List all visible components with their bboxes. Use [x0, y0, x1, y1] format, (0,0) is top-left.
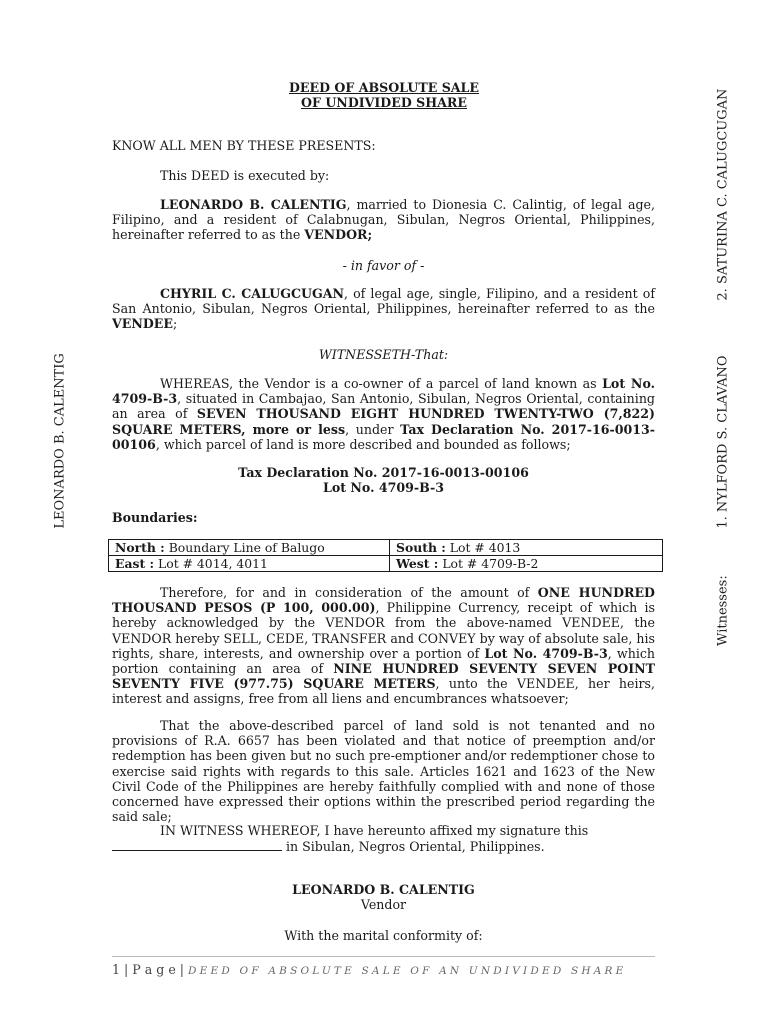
boundaries-table — [108, 539, 663, 572]
document-title-line-2: OF UNDIVIDED SHARE — [301, 95, 467, 110]
signatory-role: Vendor — [360, 897, 407, 912]
footer-document-title: DEED OF ABSOLUTE SALE OF AN UNDIVIDED SHARE — [188, 965, 627, 977]
whereas-paragraph: WHEREAS, the Vendor is a co-owner of a parcel of land known as Lot No. 4709-B-3, situated in Cambajao, San Antonio, Sibulan, Negros Oriental, containing an area of SEVEN THOUSAND EIGHT HUNDRED TWENTY-TWO (7,822) SQUARE METERS, more or less, under Tax Declaration No. 2017-16-0013-00106, which parcel of land is more described and bounded as follows; — [112, 376, 656, 452]
know-all-men: KNOW ALL MEN BY THESE PRESENTS: — [112, 138, 376, 153]
right-margin-witness-2: 2. SATURINA C. CALUGCUGAN — [715, 88, 731, 301]
in-favor-of: - in favor of - — [342, 258, 425, 273]
page-number: 1 — [112, 962, 121, 977]
south-cell: South : Lot # 4013 — [390, 540, 663, 556]
tax-declaration-heading: Tax Declaration No. 2017-16-0013-00106 — [238, 465, 529, 480]
boundaries-label: Boundaries: — [112, 510, 198, 525]
witnesseth: WITNESSETH-That: — [318, 347, 449, 362]
footer-rule — [112, 956, 655, 957]
vendor-name: LEONARDO B. CALENTIG — [160, 197, 347, 212]
table-row — [109, 556, 663, 572]
document-title-line-1: DEED OF ABSOLUTE SALE — [288, 80, 480, 95]
signatory-name: LEONARDO B. CALENTIG — [292, 882, 475, 897]
page-word: P a g e — [132, 962, 176, 977]
vendee-paragraph: CHYRIL C. CALUGCUGAN, of legal age, single, Filipino, and a resident of San Antonio, Sibulan, Negros Oriental, Philippines, hereinafter referred to as the VENDEE; — [112, 286, 655, 332]
page-footer: 1 | P a g e | DEED OF ABSOLUTE SALE OF AN UNDIVIDED SHARE — [112, 962, 627, 977]
vendee-name: CHYRIL C. CALUGCUGAN — [160, 286, 344, 301]
vendor-paragraph: LEONARDO B. CALENTIG, married to Dionesia C. Calintig, of legal age, Filipino, and a resident of Calabnugan, Sibulan, Negros Oriental, Philippines, hereinafter referred to as the VENDOR; — [112, 197, 655, 243]
executed-by: This DEED is executed by: — [160, 168, 330, 183]
left-margin-signatory: LEONARDO B. CALENTIG — [52, 353, 68, 529]
right-margin-witnesses-label: Witnesses: — [715, 575, 731, 646]
lot-number-heading: Lot No. 4709-B-3 — [322, 480, 445, 495]
west-cell: West : Lot # 4709-B-2 — [390, 556, 663, 572]
north-cell: North : Boundary Line of Balugo — [109, 540, 390, 556]
right-margin-witness-1: 1. NYLFORD S. CLAVANO — [715, 355, 731, 529]
therefore-paragraph: Therefore, for and in consideration of the amount of ONE HUNDRED THOUSAND PESOS (P 100, 000.00), Philippine Currency, receipt of which is hereby acknowledged by the VENDOR from the above-named VENDEE, the VENDOR hereby SELL, CEDE, TRANSFER and CONVEY by way of absolute sale, his rights, share, interests, and ownership over a portion of Lot No. 4709-B-3, which portion containing an area of NINE HUNDRED SEVENTY SEVEN POINT SEVENTY FIVE (977.75) SQUARE METERS, unto the VENDEE, her heirs, interest and assigns, free from all liens and encumbrances whatsoever; — [112, 585, 656, 707]
table-row — [109, 540, 663, 556]
tenancy-paragraph: That the above-described parcel of land sold is not tenanted and no provisions of R.A. 6657 has been violated and that notice of preemption and/or redemption has been given but no such pre-emptioner and/or redemptioner chose to exercise said rights with regards to this sale. Articles 1621 and 1623 of the New Civil Code of the Philippines are hereby faithfully complied with and none of those concerned have expressed their options within the prescribed period regarding the said sale; — [112, 718, 655, 825]
marital-conformity: With the marital conformity of: — [284, 928, 483, 943]
date-blank-line — [112, 838, 282, 851]
vendee-role: VENDEE — [112, 316, 174, 332]
vendor-role: VENDOR; — [304, 227, 373, 243]
east-cell: East : Lot # 4014, 4011 — [109, 556, 390, 572]
in-witness-paragraph: IN WITNESS WHEREOF, I have hereunto affixed my signature this in Sibulan, Negros Oriental, Philippines. — [112, 823, 655, 854]
